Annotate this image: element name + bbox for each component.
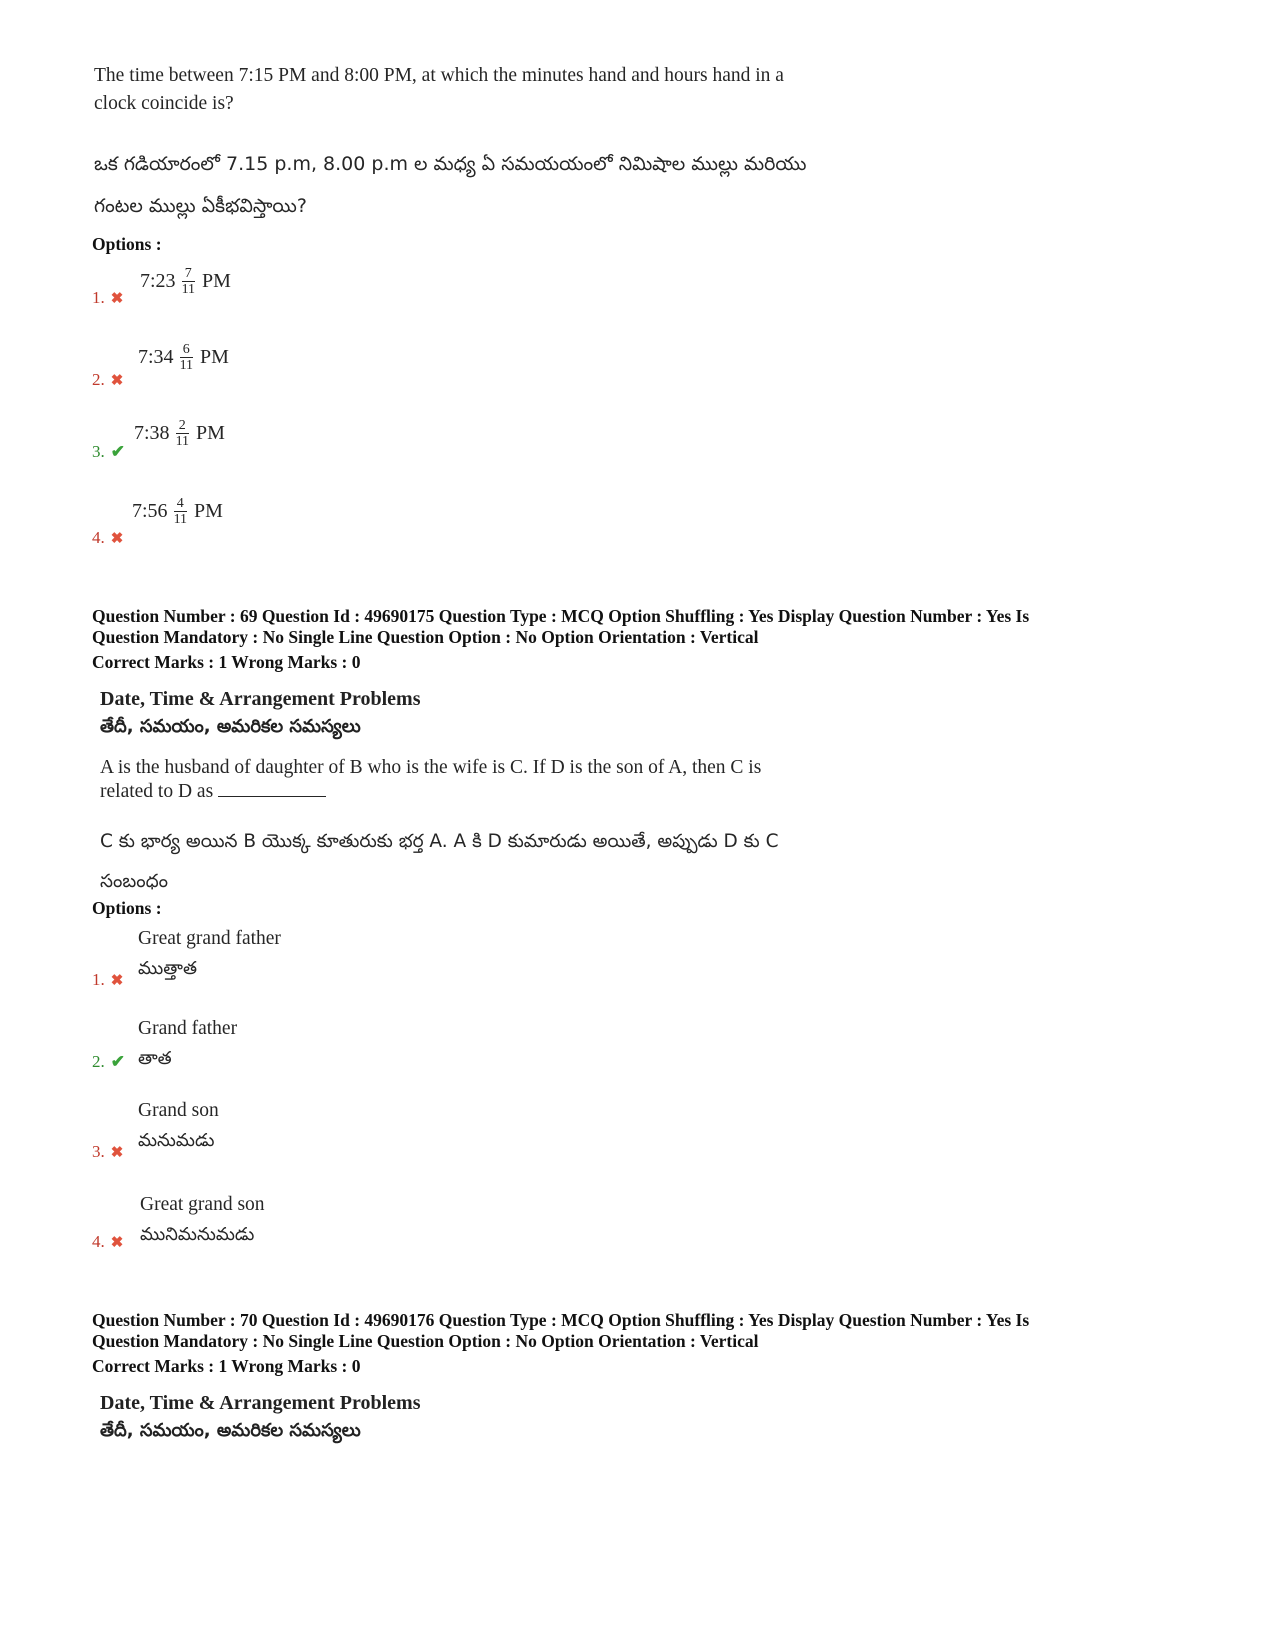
q69-stem-te-line1: C కు భార్య అయిన B యొక్క కూతురుకు భర్త A. A కి D కుమారుడు అయితే, అప్పుడు D కు C [100,831,779,852]
q68-stem-te-line2: గంటల ముల్లు ఏకీభవిస్తాయి? [94,195,307,217]
q69-option-1-te: ముత్తాత [138,958,197,979]
q68-options-label: Options : [92,234,162,254]
q69-stem-te-line2: సంబంధం [100,871,169,892]
q69-stem-en-line1: A is the husband of daughter of B who is the wife is C. If D is the son of A, then C is [100,757,762,778]
q69-option-1-marker [92,970,123,990]
fraction-numerator: 2 [176,418,189,434]
option-suffix: PM [200,346,229,368]
option-number: 2. [92,1052,105,1071]
q69-option-4-marker [92,1232,123,1252]
wrong-icon: ✖ [110,1145,124,1161]
wrong-icon: ✖ [110,1235,124,1251]
option-suffix: PM [194,500,223,522]
q68-stem-te-line1: ఒక గడియారంలో 7.15 p.m, 8.00 p.m ల మధ్య ఏ సమయయంలో నిమిషాల ముల్లు మరియు [94,153,807,175]
q70-section-heading-te: తేదీ, సమయం, అమరికల సమస్యలు [100,1420,361,1441]
q69-marks: Correct Marks : 1 Wrong Marks : 0 [92,652,361,672]
q69-option-1-en: Great grand father [138,928,281,949]
q69-section-heading-te: తేదీ, సమయం, అమరికల సమస్యలు [100,716,361,737]
option-time: 7:34 [138,346,174,368]
q69-stem-en-line2 [100,778,326,806]
option-time: 7:23 [140,270,176,292]
q69-option-3-marker [92,1142,123,1162]
option-number: 1. [92,288,105,307]
q68-option-4-value [132,496,223,527]
q70-meta-line2: Question Mandatory : No Single Line Question Option : No Option Orientation : Vertical [92,1331,759,1351]
option-time: 7:38 [134,422,170,444]
q69-options-label: Options : [92,898,162,918]
q70-marks: Correct Marks : 1 Wrong Marks : 0 [92,1356,361,1376]
q69-option-2-marker [92,1052,125,1072]
q70-meta-line1: Question Number : 70 Question Id : 49690176 Question Type : MCQ Option Shuffling : Yes Display Question Number : Yes Is [92,1310,1030,1330]
option-number: 1. [92,970,105,989]
option-fraction [180,266,197,297]
q69-option-2-en: Grand father [138,1018,238,1039]
q69-option-2-te: తాత [138,1048,172,1069]
option-suffix: PM [202,270,231,292]
q69-option-4-en: Great grand son [140,1194,265,1215]
option-number: 3. [92,442,105,461]
q69-option-3-en: Grand son [138,1100,219,1121]
q68-option-2-value [138,342,229,373]
wrong-icon: ✖ [110,373,124,389]
stem-text: related to D as [100,781,214,802]
wrong-icon: ✖ [110,531,124,547]
q68-option-4-marker [92,528,123,548]
q68-option-3-value [134,418,225,449]
q68-option-1-value [140,266,231,297]
wrong-icon: ✖ [110,291,124,307]
option-number: 4. [92,1232,105,1251]
checkmark-icon: ✔ [110,442,125,461]
fraction-denominator: 11 [175,434,190,449]
option-number: 2. [92,370,105,389]
q68-option-3-marker [92,442,125,462]
checkmark-icon: ✔ [110,1052,125,1071]
option-fraction [172,496,189,527]
q68-stem-en-line1: The time between 7:15 PM and 8:00 PM, at which the minutes hand and hours hand in a [94,65,784,86]
option-time: 7:56 [132,500,168,522]
option-suffix: PM [196,422,225,444]
fraction-numerator: 6 [180,342,193,358]
option-fraction [178,342,195,373]
option-fraction [174,418,191,449]
fraction-denominator: 11 [181,282,196,297]
q69-option-4-te: మునిమనుమడు [140,1224,255,1245]
wrong-icon: ✖ [110,973,124,989]
q69-meta-line1: Question Number : 69 Question Id : 49690175 Question Type : MCQ Option Shuffling : Yes Display Question Number : Yes Is [92,606,1030,626]
q69-meta-line2: Question Mandatory : No Single Line Question Option : No Option Orientation : Vertical [92,627,759,647]
q70-section-heading-en: Date, Time & Arrangement Problems [100,1392,421,1414]
fraction-denominator: 11 [173,512,188,527]
q68-option-1-marker [92,288,123,308]
fraction-denominator: 11 [179,358,194,373]
q69-section-heading-en: Date, Time & Arrangement Problems [100,688,421,710]
q69-option-3-te: మనుమడు [138,1130,215,1151]
fraction-numerator: 7 [182,266,195,282]
answer-blank [218,779,326,797]
option-number: 3. [92,1142,105,1161]
option-number: 4. [92,528,105,547]
q68-option-2-marker [92,370,123,390]
fraction-numerator: 4 [174,496,187,512]
q68-stem-en-line2: clock coincide is? [94,93,234,114]
